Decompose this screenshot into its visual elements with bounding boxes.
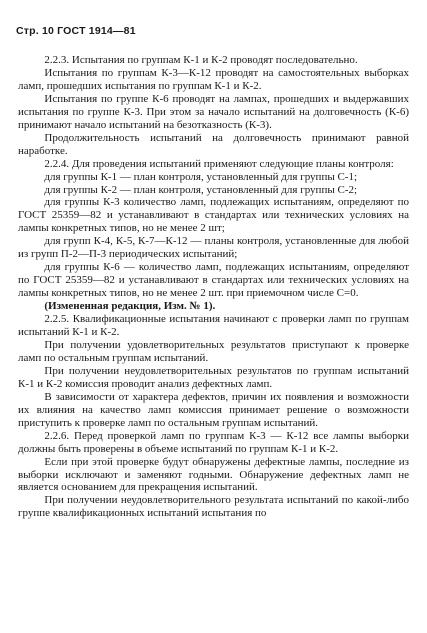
paragraph: Если при этой проверке будут обнаружены дефектные лампы, последние из выборки исключают и заменяют годными. Обнаружение дефектных ламп не является основанием для прекращения испытаний. <box>18 455 409 494</box>
amendment-note: (Измененная редакция, Изм. № 1). <box>44 300 216 313</box>
paragraph: При получении неудовлетворительных результатов по группам испытаний К-1 и К-2 комиссия проводит анализ дефектных ламп. <box>18 364 409 390</box>
paragraph: Испытания по группе К-6 проводят на лампах, прошедших и выдержавших испытания по группе К-3. При этом за начало испытаний на долговечность (К-6) принимают начало испытаний на безотказность (К-3). <box>18 92 409 131</box>
paragraph: При получении удовлетворительных результатов приступают к проверке ламп по остальным группам испытаний. <box>18 338 409 364</box>
body-text <box>18 54 409 520</box>
paragraph: для группы К-2 — план контроля, установленный для группы С-2; <box>44 183 358 196</box>
paragraph: Продолжительность испытаний на долговечность принимают равной наработке. <box>18 131 409 157</box>
paragraph: Испытания по группам К-3—К-12 проводят на самостоятельных выборках ламп, прошедших испытания по группам К-1 и К-2. <box>18 66 409 92</box>
paragraph: При получении неудовлетворительного результата испытаний по какой-либо группе квалификационных испытаний испытания по <box>18 494 409 520</box>
paragraph: 2.2.6. Перед проверкой ламп по группам К-3 — К-12 все лампы выборки должны быть проверены в объеме испытаний по группам К-1 и К-2. <box>18 429 409 455</box>
paragraph: для группы К-1 — план контроля, установленный для группы С-1; <box>44 170 358 183</box>
paragraph: В зависимости от характера дефектов, причин их появления и возможности их влияния на качество ламп комиссия принимает решение о возможности приступить к проверке ламп по остальным группам испытаний. <box>18 390 409 429</box>
paragraph: 2.2.4. Для проведения испытаний применяют следующие планы контроля: <box>44 157 394 170</box>
paragraph: 2.2.5. Квалификационные испытания начинают с проверки ламп по группам испытаний К-1 и К-2. <box>18 313 409 339</box>
paragraph: для группы К-6 — количество ламп, подлежащих испытаниям, определяют по ГОСТ 25359—82 и устанавливают в стандартах или технических условиях на лампы конкретных типов, но не менее 2 шт. при приемочном числе С=0. <box>18 261 409 300</box>
paragraph: для групп К-4, К-5, К-7—К-12 — планы контроля, установленные для любой из групп П-2—П-3 периодических испытаний; <box>18 235 409 261</box>
paragraph: для группы К-3 количество ламп, подлежащих испытаниям, определяют по ГОСТ 25359—82 и устанавливают в стандартах или технических условиях на лампы конкретных типов, но не менее 2 шт; <box>18 196 409 235</box>
paragraph: 2.2.3. Испытания по группам К-1 и К-2 проводят последовательно. <box>44 54 358 66</box>
page-header: Стр. 10 ГОСТ 1914—81 <box>16 25 136 37</box>
